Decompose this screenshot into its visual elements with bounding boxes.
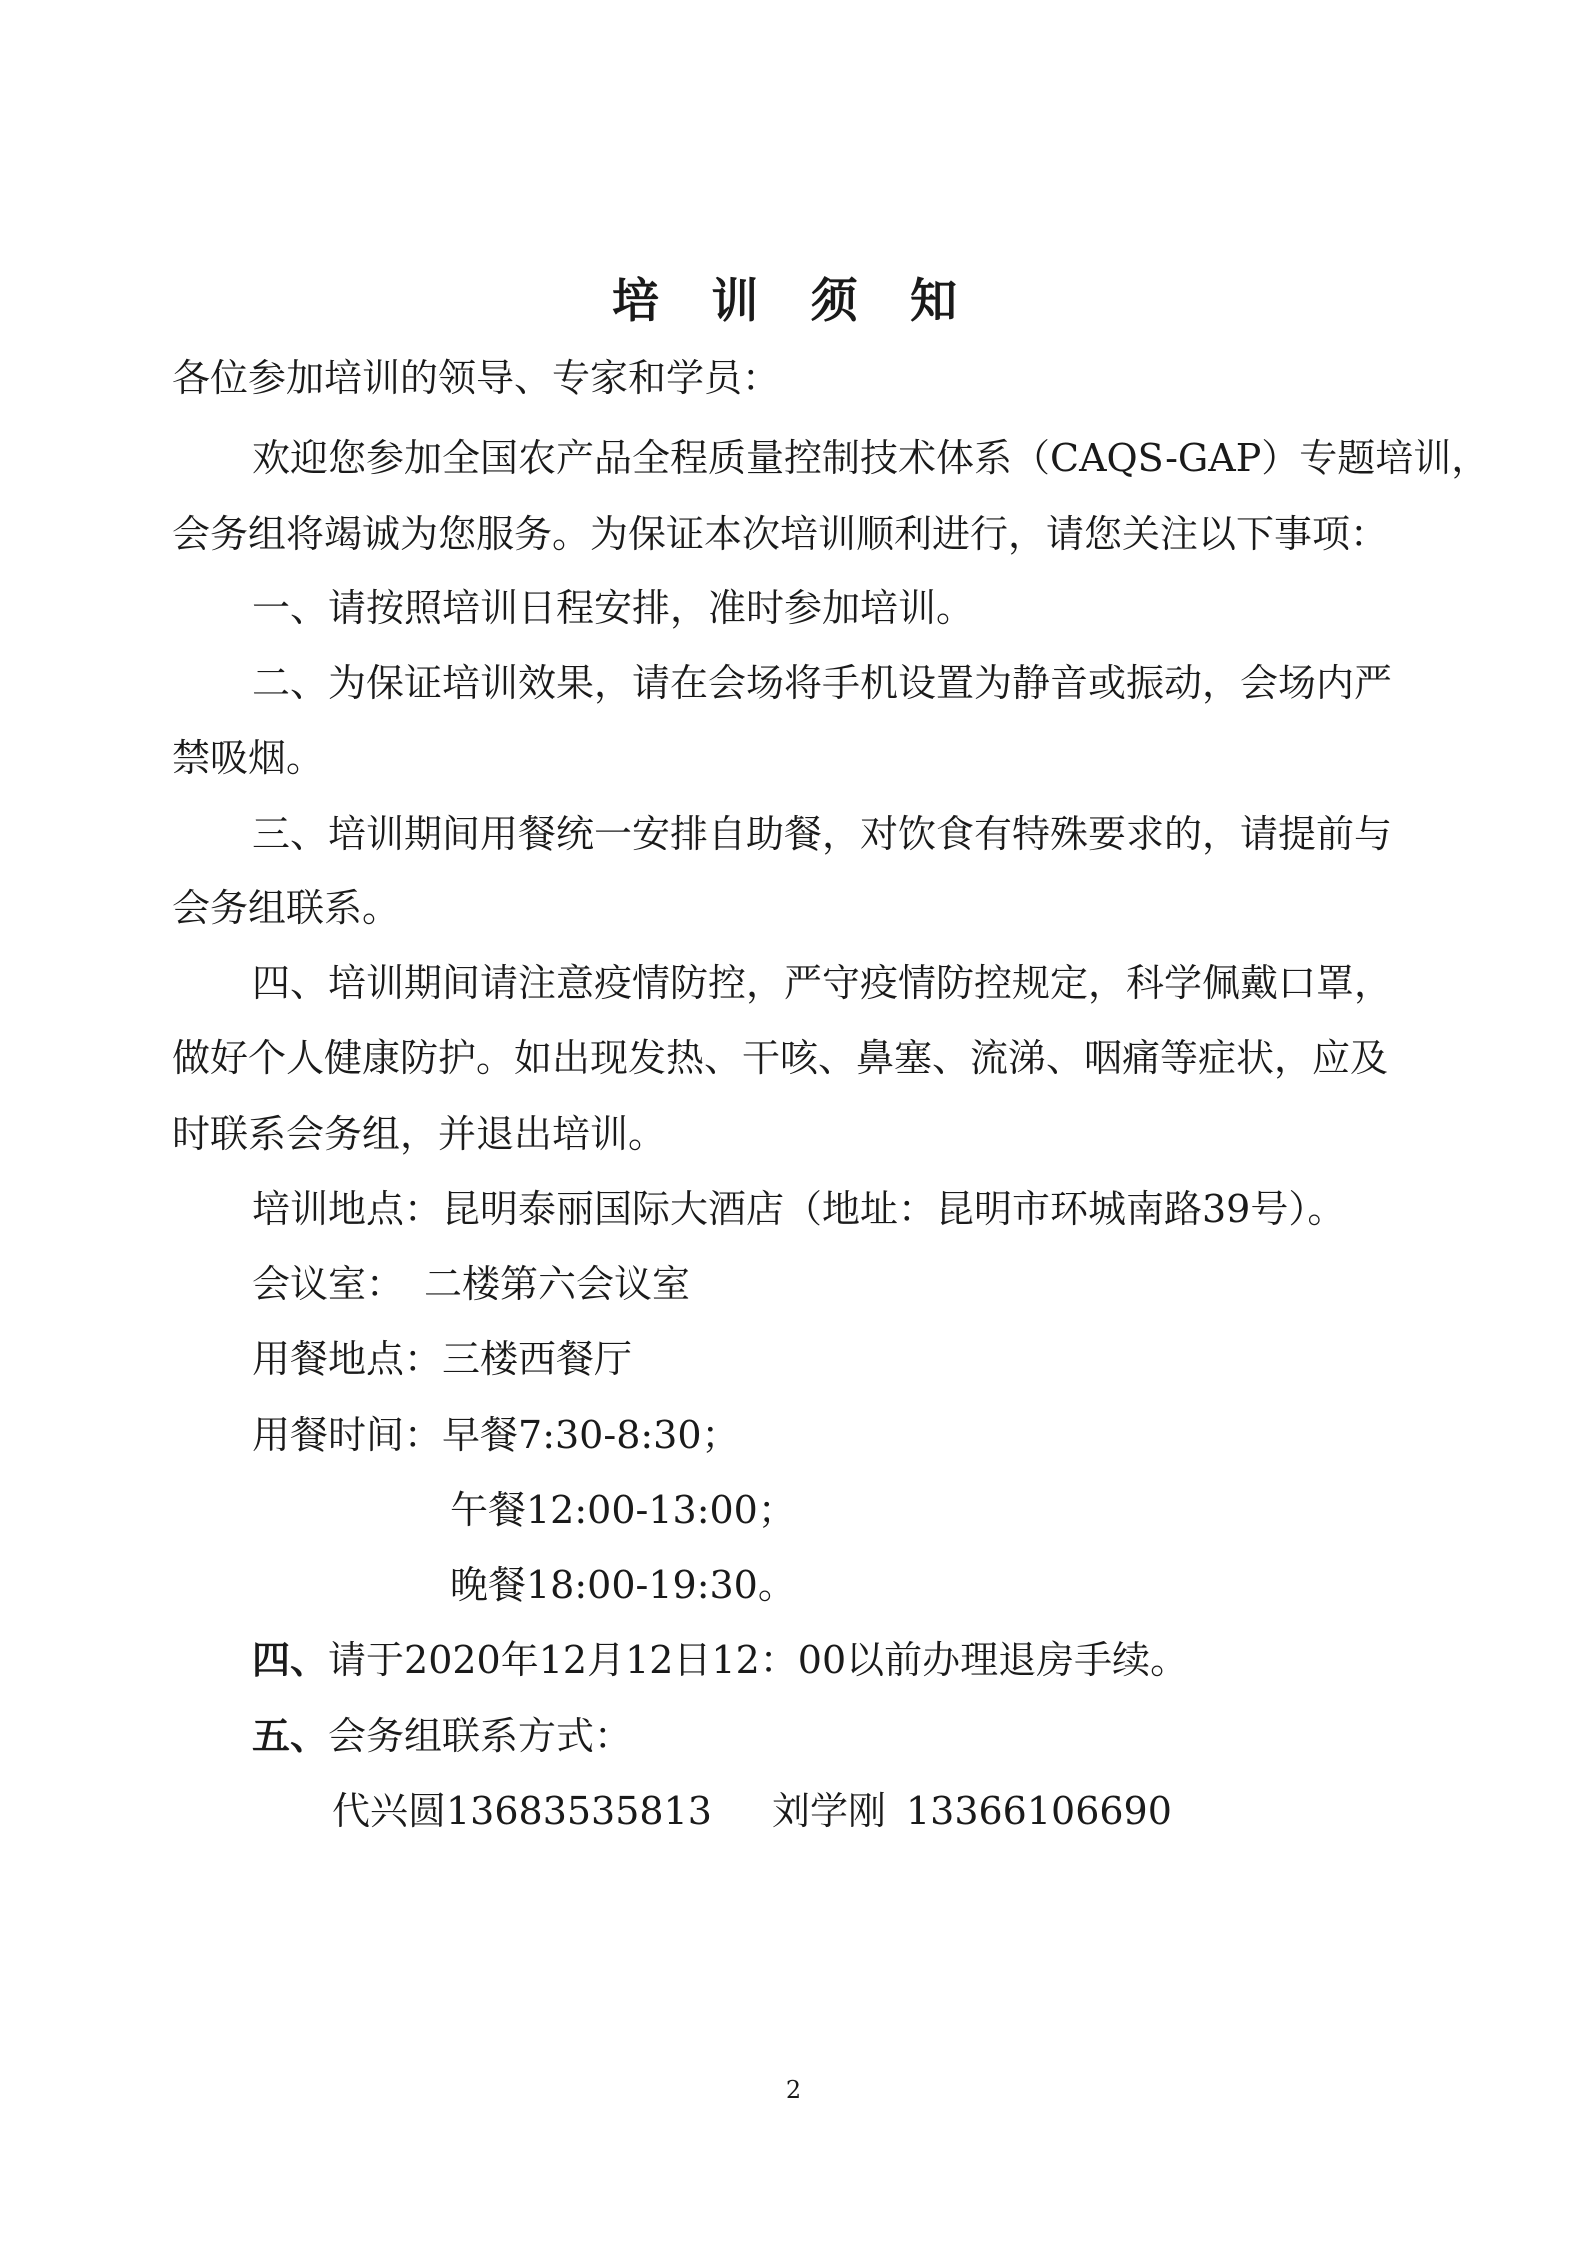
- dining-place-line: 用餐地点：三楼西餐厅: [252, 1337, 633, 1381]
- dining-time-label: 用餐时间：: [252, 1413, 443, 1457]
- item-three-line-2: 会务组联系。: [172, 886, 401, 930]
- contact-person-2-name: 刘学刚: [771, 1789, 886, 1833]
- contact-line: [252, 1710, 632, 1762]
- salutation: 各位参加培训的领导、专家和学员：: [172, 356, 781, 400]
- item-two-line-2: 禁吸烟。: [172, 736, 325, 780]
- item-one: 一、请按照培训日程安排，准时参加培训。: [252, 586, 975, 630]
- checkout-prefix: 四、: [252, 1637, 329, 1682]
- meeting-room-label: 会议室：: [252, 1262, 405, 1306]
- contact-persons: [332, 1785, 1172, 1837]
- meeting-room-line: [252, 1258, 690, 1310]
- dinner-time: 晚餐18:00-19:30。: [450, 1563, 796, 1607]
- contact-text: 会务组联系方式：: [328, 1714, 633, 1758]
- lunch-time: 午餐12:00-13:00；: [450, 1488, 796, 1532]
- dining-time-line: [252, 1409, 740, 1461]
- page-number: 2: [785, 2076, 802, 2104]
- item-four-line-2: 做好个人健康防护。如出现发热、干咳、鼻塞、流涕、咽痛等症状，应及: [172, 1036, 1389, 1080]
- item-three-line-1: 三、培训期间用餐统一安排自助餐，对饮食有特殊要求的，请提前与: [252, 812, 1393, 856]
- page-title: 培 训 须 知: [611, 274, 976, 329]
- breakfast-time: 早餐7:30-8:30；: [442, 1413, 740, 1457]
- item-four-line-1: 四、培训期间请注意疫情防控，严守疫情防控规定，科学佩戴口罩，: [252, 961, 1393, 1005]
- meeting-room-value: 二楼第六会议室: [424, 1262, 691, 1306]
- item-four-line-3: 时联系会务组，并退出培训。: [172, 1112, 667, 1156]
- intro-line-2: 会务组将竭诚为您服务。为保证本次培训顺利进行，请您关注以下事项：: [172, 512, 1389, 556]
- intro-line-1: 欢迎您参加全国农产品全程质量控制技术体系（CAQS-GAP）专题培训，: [252, 436, 1490, 480]
- checkout-text: 请于2020年12月12日12：00以前办理退房手续。: [328, 1638, 1189, 1682]
- checkout-line: [252, 1634, 1188, 1686]
- contact-prefix: 五、: [252, 1713, 329, 1758]
- contact-person-1: 代兴圆13683535813: [332, 1789, 712, 1833]
- item-two-line-1: 二、为保证培训效果，请在会场将手机设置为静音或振动，会场内严: [252, 661, 1393, 705]
- contact-person-2-phone: 13366106690: [905, 1789, 1172, 1833]
- venue-line: 培训地点：昆明泰丽国际大酒店（地址：昆明市环城南路39号）。: [252, 1187, 1346, 1231]
